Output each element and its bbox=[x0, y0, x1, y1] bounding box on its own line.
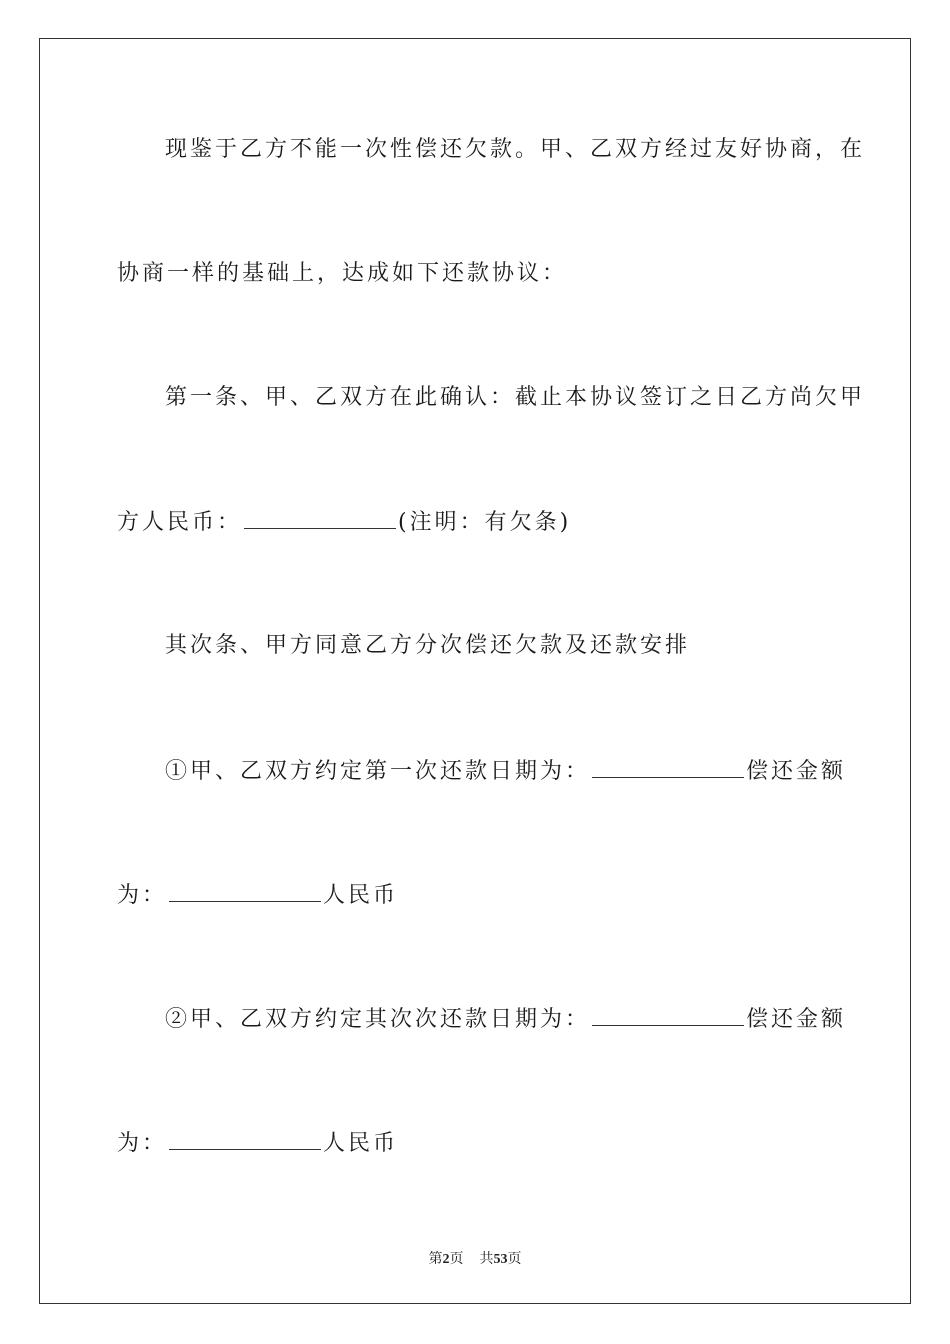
page-border bbox=[39, 38, 911, 1304]
amount-blank-2[interactable] bbox=[169, 1129, 321, 1150]
total-pages: 53 bbox=[493, 1252, 508, 1267]
text-segment: 偿还金额 bbox=[746, 1007, 847, 1032]
total-prefix: 共 bbox=[479, 1252, 494, 1267]
article-2-heading bbox=[165, 632, 690, 660]
installment-1-line-2 bbox=[117, 881, 398, 910]
paragraph-line-1 bbox=[165, 136, 865, 164]
total-suffix: 页 bbox=[507, 1252, 522, 1267]
text-segment: (注明：有欠条) bbox=[398, 510, 572, 535]
text-segment: 其次条、甲方同意乙方分次偿还欠款及还款安排 bbox=[165, 633, 691, 658]
page-footer bbox=[0, 1248, 950, 1268]
date-blank-1[interactable] bbox=[592, 757, 744, 778]
text-segment: ②甲、乙双方约定其次次还款日期为： bbox=[165, 1007, 591, 1032]
text-segment: 偿还金额 bbox=[746, 759, 847, 784]
installment-1-line-1 bbox=[165, 757, 846, 786]
amount-blank[interactable] bbox=[244, 508, 396, 529]
installment-2-line-1 bbox=[165, 1005, 846, 1034]
amount-blank-1[interactable] bbox=[169, 881, 321, 902]
installment-2-line-2 bbox=[117, 1129, 398, 1158]
page-suffix: 页 bbox=[449, 1252, 464, 1267]
text-segment: 协商一样的基础上，达成如下还款协议： bbox=[117, 261, 568, 286]
date-blank-2[interactable] bbox=[592, 1005, 744, 1026]
article-1-line-2 bbox=[117, 508, 571, 537]
paragraph-line-2 bbox=[117, 260, 567, 288]
text-segment: 第一条、甲、乙双方在此确认：截止本协议签订之日乙方尚欠甲 bbox=[165, 385, 866, 410]
text-segment: 现鉴于乙方不能一次性偿还欠款。甲、乙双方经过友好协商，在 bbox=[165, 137, 866, 162]
text-segment: 人民币 bbox=[323, 883, 399, 908]
page-number: 2 bbox=[442, 1252, 450, 1267]
text-segment: ①甲、乙双方约定第一次还款日期为： bbox=[165, 759, 591, 784]
text-segment: 为： bbox=[117, 883, 168, 908]
article-1-line-1 bbox=[165, 384, 865, 412]
text-segment: 为： bbox=[117, 1131, 168, 1156]
page-prefix: 第 bbox=[428, 1252, 443, 1267]
text-segment: 方人民币： bbox=[117, 510, 243, 535]
text-segment: 人民币 bbox=[323, 1131, 399, 1156]
